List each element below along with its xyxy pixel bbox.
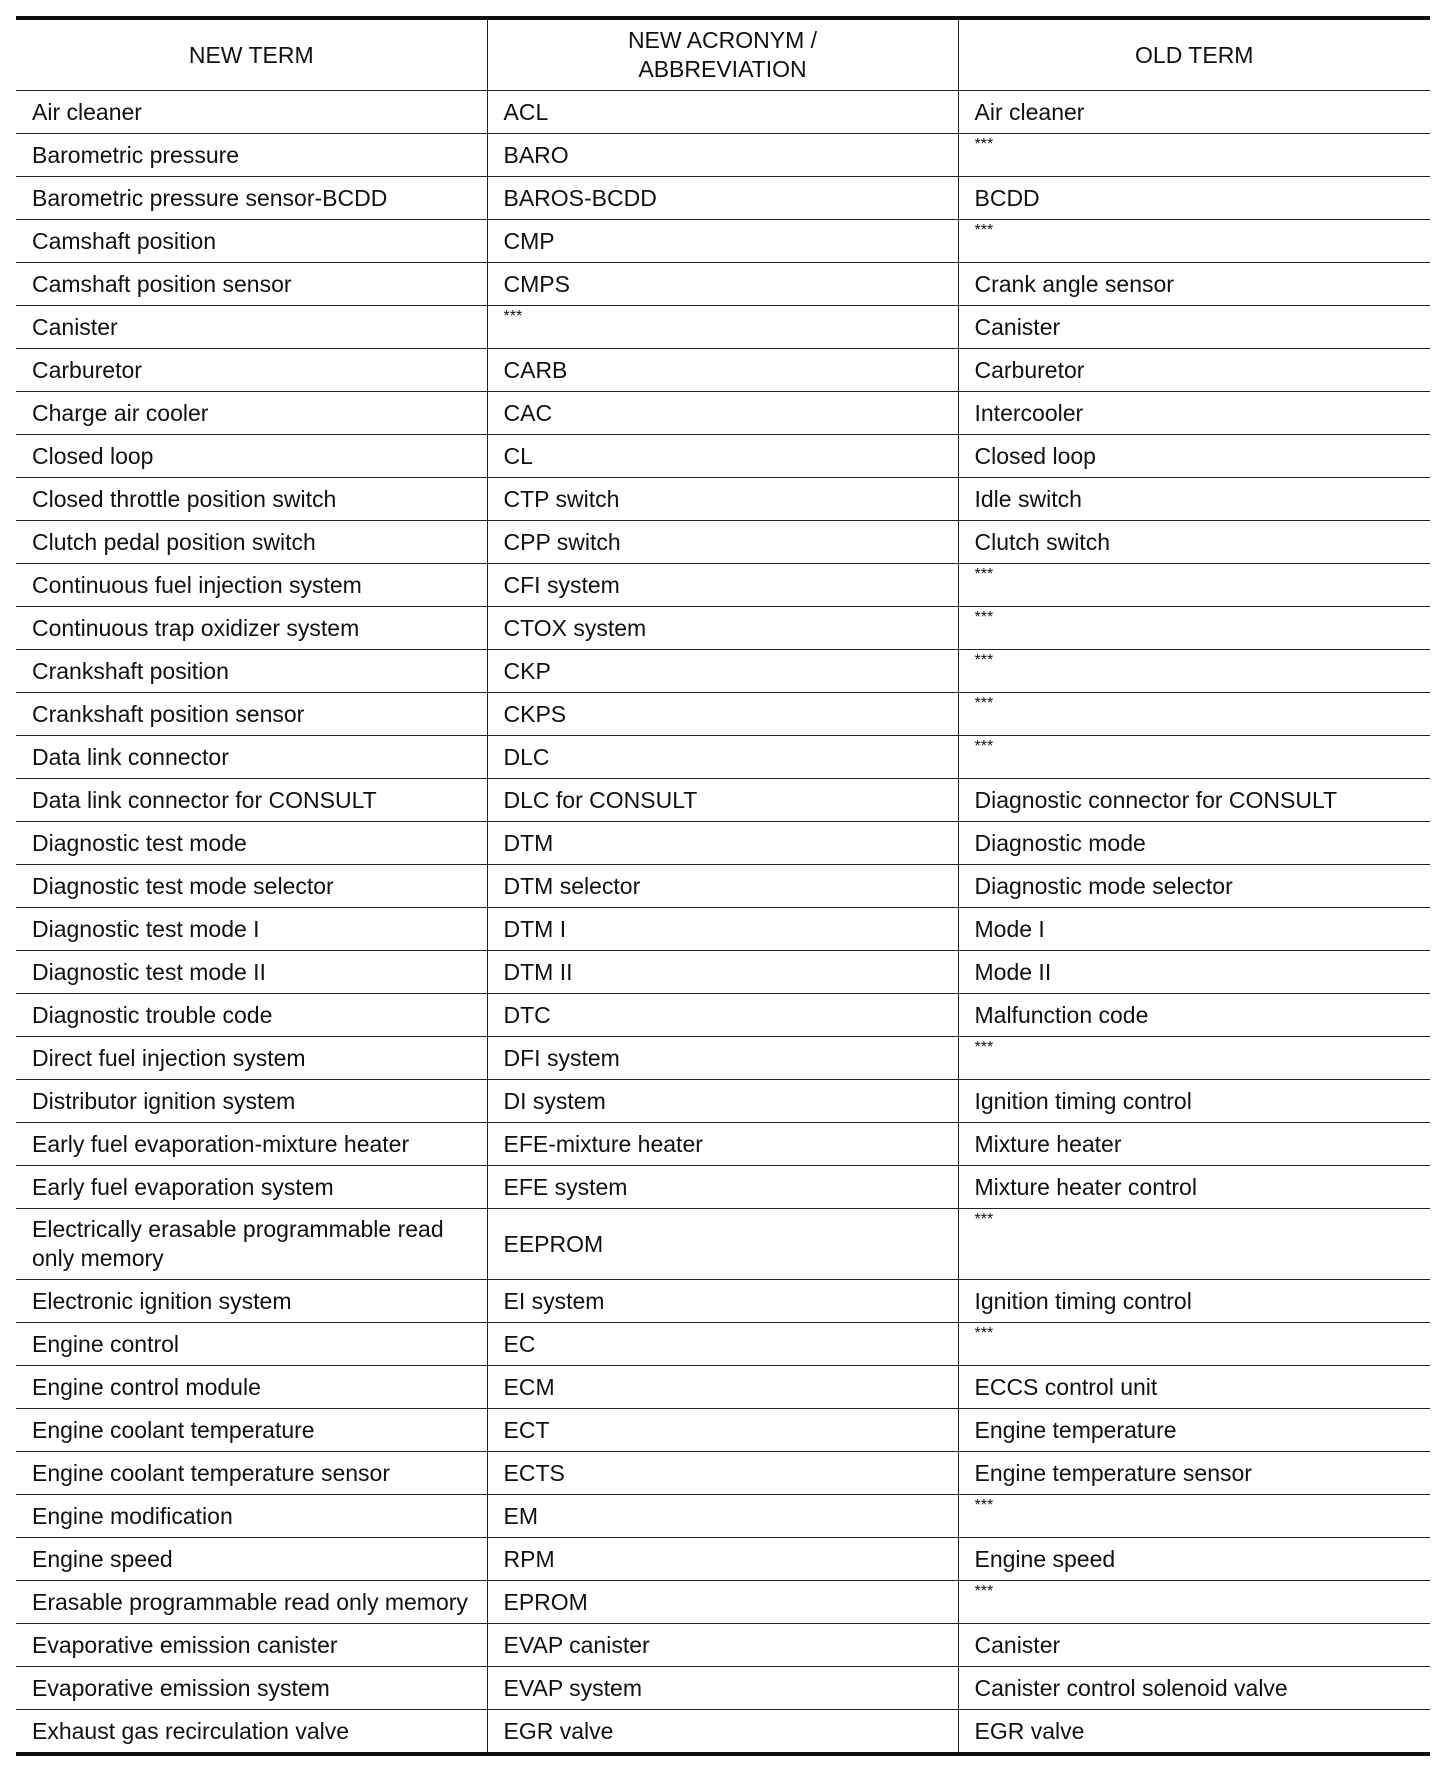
old-term-cell: *** — [958, 646, 1430, 689]
old-term-cell: ECCS control unit — [958, 1366, 1430, 1409]
new-term-cell: Continuous trap oxidizer system — [16, 607, 487, 650]
new-term-cell: Canister — [16, 306, 487, 349]
table-row — [16, 1495, 1430, 1538]
acronym-cell: CPP switch — [487, 521, 958, 564]
old-term-cell: Engine speed — [958, 1538, 1430, 1581]
old-term-cell: Mode II — [958, 951, 1430, 994]
old-term-cell: Engine temperature — [958, 1409, 1430, 1452]
new-term-cell: Diagnostic test mode — [16, 822, 487, 865]
acronym-cell: EPROM — [487, 1581, 958, 1624]
old-term-cell: Carburetor — [958, 349, 1430, 392]
acronym-cell: DLC for CONSULT — [487, 779, 958, 822]
new-term-cell: Early fuel evaporation system — [16, 1166, 487, 1209]
table-row — [16, 1323, 1430, 1366]
acronym-cell: EGR valve — [487, 1710, 958, 1755]
table-row — [16, 1667, 1430, 1710]
old-term-cell: Diagnostic mode selector — [958, 865, 1430, 908]
new-term-cell: Electronic ignition system — [16, 1280, 487, 1323]
table-row — [16, 478, 1430, 521]
acronym-cell: DLC — [487, 736, 958, 779]
new-term-cell: Evaporative emission system — [16, 1667, 487, 1710]
new-term-cell: Engine control — [16, 1323, 487, 1366]
table-row — [16, 435, 1430, 478]
acronym-cell: CTOX system — [487, 607, 958, 650]
new-term-cell: Engine speed — [16, 1538, 487, 1581]
old-term-cell: Canister — [958, 306, 1430, 349]
table-row — [16, 1710, 1430, 1755]
acronym-cell: CKPS — [487, 693, 958, 736]
old-term-cell: Canister — [958, 1624, 1430, 1667]
new-term-cell: Distributor ignition system — [16, 1080, 487, 1123]
new-term-cell: Early fuel evaporation-mixture heater — [16, 1123, 487, 1166]
old-term-cell: Air cleaner — [958, 91, 1430, 134]
acronym-cell: BARO — [487, 134, 958, 177]
new-term-cell: Diagnostic test mode II — [16, 951, 487, 994]
table-row — [16, 994, 1430, 1037]
table-row — [16, 822, 1430, 865]
new-term-cell: Exhaust gas recirculation valve — [16, 1710, 487, 1755]
old-term-cell: Mode I — [958, 908, 1430, 951]
header-new-acronym-line2: ABBREVIATION — [638, 56, 807, 82]
old-term-cell: *** — [958, 1319, 1430, 1362]
table-row — [16, 177, 1430, 220]
old-term-cell: Malfunction code — [958, 994, 1430, 1037]
old-term-cell: Idle switch — [958, 478, 1430, 521]
old-term-cell: *** — [958, 1577, 1430, 1620]
old-term-cell: *** — [958, 1033, 1430, 1076]
table-row — [16, 1209, 1430, 1280]
new-term-cell: Engine coolant temperature sensor — [16, 1452, 487, 1495]
old-term-cell: *** — [958, 732, 1430, 775]
old-term-cell: EGR valve — [958, 1710, 1430, 1755]
new-term-cell: Barometric pressure sensor-BCDD — [16, 177, 487, 220]
new-term-cell: Carburetor — [16, 349, 487, 392]
table-row — [16, 1166, 1430, 1209]
old-term-cell: *** — [958, 603, 1430, 646]
new-term-cell: Electrically erasable programmable read only memory — [16, 1209, 487, 1280]
table-row — [16, 1538, 1430, 1581]
table-row — [16, 263, 1430, 306]
old-term-cell: Ignition timing control — [958, 1280, 1430, 1323]
acronym-cell: CAC — [487, 392, 958, 435]
acronym-cell: CARB — [487, 349, 958, 392]
table-row — [16, 1624, 1430, 1667]
header-new-acronym-line1: NEW ACRONYM / — [627, 27, 818, 53]
new-term-cell: Crankshaft position — [16, 650, 487, 693]
table-row — [16, 134, 1430, 177]
old-term-cell: Diagnostic connector for CONSULT — [958, 779, 1430, 822]
new-term-cell: Diagnostic test mode selector — [16, 865, 487, 908]
old-term-cell: *** — [958, 1491, 1430, 1534]
new-term-cell: Diagnostic trouble code — [16, 994, 487, 1037]
new-term-cell: Engine coolant temperature — [16, 1409, 487, 1452]
terminology-table — [16, 16, 1430, 1756]
table-row — [16, 220, 1430, 263]
new-term-cell: Charge air cooler — [16, 392, 487, 435]
new-term-cell: Closed throttle position switch — [16, 478, 487, 521]
table-row — [16, 1581, 1430, 1624]
new-term-cell: Clutch pedal position switch — [16, 521, 487, 564]
table-row — [16, 521, 1430, 564]
new-term-cell: Data link connector — [16, 736, 487, 779]
table-row — [16, 564, 1430, 607]
old-term-cell: *** — [958, 216, 1430, 259]
new-term-cell: Camshaft position — [16, 220, 487, 263]
new-term-cell: Closed loop — [16, 435, 487, 478]
old-term-cell: *** — [958, 689, 1430, 732]
old-term-cell: BCDD — [958, 177, 1430, 220]
table-row — [16, 908, 1430, 951]
old-term-cell: *** — [958, 130, 1430, 173]
table-row — [16, 1037, 1430, 1080]
table-row — [16, 779, 1430, 822]
acronym-cell: ECTS — [487, 1452, 958, 1495]
new-term-cell: Data link connector for CONSULT — [16, 779, 487, 822]
acronym-cell: EFE-mixture heater — [487, 1123, 958, 1166]
old-term-cell: Intercooler — [958, 392, 1430, 435]
acronym-cell: EVAP canister — [487, 1624, 958, 1667]
acronym-cell: CKP — [487, 650, 958, 693]
acronym-cell: BAROS-BCDD — [487, 177, 958, 220]
acronym-cell: EI system — [487, 1280, 958, 1323]
header-old-term: OLD TERM — [958, 18, 1430, 91]
table-row — [16, 1409, 1430, 1452]
acronym-cell: CMP — [487, 220, 958, 263]
new-term-cell: Diagnostic test mode I — [16, 908, 487, 951]
acronym-cell: DI system — [487, 1080, 958, 1123]
old-term-cell: *** — [958, 560, 1430, 603]
acronym-cell: EC — [487, 1323, 958, 1366]
new-term-cell: Crankshaft position sensor — [16, 693, 487, 736]
new-term-cell: Air cleaner — [16, 91, 487, 134]
new-term-cell: Direct fuel injection system — [16, 1037, 487, 1080]
acronym-cell: ACL — [487, 91, 958, 134]
table-row — [16, 392, 1430, 435]
acronym-cell: CMPS — [487, 263, 958, 306]
old-term-cell: Closed loop — [958, 435, 1430, 478]
acronym-cell: EEPROM — [487, 1209, 958, 1280]
old-term-cell: Mixture heater — [958, 1123, 1430, 1166]
table-row — [16, 693, 1430, 736]
header-new-acronym — [487, 18, 958, 91]
table-header — [16, 18, 1430, 91]
new-term-cell: Engine control module — [16, 1366, 487, 1409]
old-term-cell: Diagnostic mode — [958, 822, 1430, 865]
header-row — [16, 18, 1430, 91]
table-row — [16, 607, 1430, 650]
acronym-cell: DFI system — [487, 1037, 958, 1080]
new-term-cell: Engine modification — [16, 1495, 487, 1538]
document-page — [16, 16, 1430, 1756]
table-row — [16, 1280, 1430, 1323]
acronym-cell: DTC — [487, 994, 958, 1037]
header-new-term: NEW TERM — [16, 18, 487, 91]
acronym-cell: EVAP system — [487, 1667, 958, 1710]
acronym-cell: *** — [487, 302, 958, 345]
acronym-cell: DTM I — [487, 908, 958, 951]
acronym-cell: CL — [487, 435, 958, 478]
table-row — [16, 1366, 1430, 1409]
table-row — [16, 1123, 1430, 1166]
table-row — [16, 306, 1430, 349]
new-term-cell: Continuous fuel injection system — [16, 564, 487, 607]
old-term-cell: Mixture heater control — [958, 1166, 1430, 1209]
table-row — [16, 1452, 1430, 1495]
old-term-cell: Canister control solenoid valve — [958, 1667, 1430, 1710]
old-term-cell: Ignition timing control — [958, 1080, 1430, 1123]
acronym-cell: CTP switch — [487, 478, 958, 521]
table-row — [16, 1080, 1430, 1123]
old-term-cell: Clutch switch — [958, 521, 1430, 564]
new-term-cell: Camshaft position sensor — [16, 263, 487, 306]
acronym-cell: DTM — [487, 822, 958, 865]
new-term-cell: Erasable programmable read only memory — [16, 1581, 487, 1624]
acronym-cell: DTM selector — [487, 865, 958, 908]
table-row — [16, 91, 1430, 134]
table-body — [16, 91, 1430, 1755]
new-term-cell: Barometric pressure — [16, 134, 487, 177]
acronym-cell: EFE system — [487, 1166, 958, 1209]
acronym-cell: ECT — [487, 1409, 958, 1452]
old-term-cell: Engine temperature sensor — [958, 1452, 1430, 1495]
table-row — [16, 736, 1430, 779]
acronym-cell: CFI system — [487, 564, 958, 607]
old-term-cell: Crank angle sensor — [958, 263, 1430, 306]
new-term-cell: Evaporative emission canister — [16, 1624, 487, 1667]
table-row — [16, 650, 1430, 693]
table-row — [16, 349, 1430, 392]
table-row — [16, 865, 1430, 908]
acronym-cell: ECM — [487, 1366, 958, 1409]
table-row — [16, 951, 1430, 994]
old-term-cell: *** — [958, 1205, 1430, 1276]
acronym-cell: DTM II — [487, 951, 958, 994]
acronym-cell: EM — [487, 1495, 958, 1538]
acronym-cell: RPM — [487, 1538, 958, 1581]
